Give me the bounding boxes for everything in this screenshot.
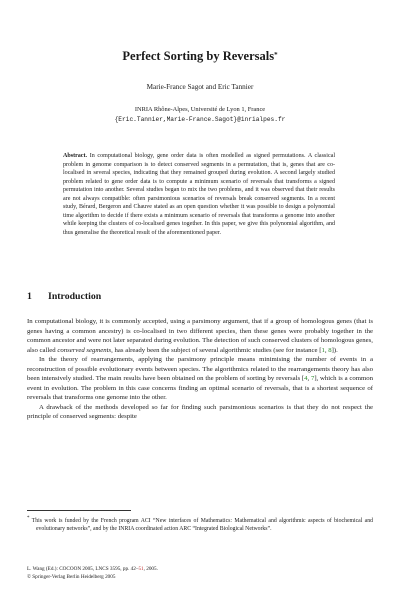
text-run: In the theory of rearrangements, applying the parsimony principle means minimising the number of events in a reconstruction of possible evolutionary events between species. The algorithmics related to the rearrangements theory has also been intensively studied. The main results have been obtained on the problem of sorting by reversals [ (27, 356, 373, 383)
text-run: , (324, 346, 329, 354)
title-footnote-mark[interactable]: * (274, 51, 278, 59)
footnote-text (27, 515, 373, 533)
text-run: L. Wang (Ed.): COCOON 2005, LNCS 3595, pp. 42– (27, 566, 139, 572)
abstract-text: In computational biology, gene order data is often modelled as signed permutations. A classical problem in genome comparison is to detect conserved segments in a permutation, that is, genes that are co-localised in several species, indicating that they remained grouped during evolution. A second largely studied problem related to gene order data is to compute a minimum scenario of reversals that transforms a signed permutation into another. Several studies began to mix the two problems, and it was observed that their results are not always compatible: often parsimonious scenarios of reversals break conserved segments. In a recent study, Bérard, Bergeron and Chauve stated as an open question whether it was possible to design a polynomial time algorithm to decide if there exists a minimum scenario of reversals that transforms a genome into another while keeping the clusters of co-localised genes together. In this paper, we give this polynomial algorithm, and thus generalise the theoretical result of the aforementioned paper. (63, 153, 336, 236)
abstract (63, 152, 335, 237)
paper-title-text: Perfect Sorting by Reversals (122, 49, 275, 63)
emails: {Eric.Tannier,Marie-France.Sagot}@inrialpes.fr (114, 115, 286, 123)
text-run: In computational biology, it is commonly accepted, using a parsimony argument, that if a group of homologous genes (that is genes having a common ancestry) is co-localised in two different species, then these genes were probably together in the common ancestor and were not later separated during evolution. The detection of such conserved clusters of homologous genes, also called (27, 318, 373, 354)
intro-paragraph-1 (27, 317, 373, 355)
intro-body (27, 317, 373, 422)
text-run: , (307, 375, 311, 383)
citation-link[interactable]: 1 (321, 346, 325, 354)
institution: INRIA Rhône-Alpes, Université de Lyon 1, France (134, 106, 266, 113)
imprint (27, 566, 158, 581)
text-run: , 2005. (143, 566, 158, 572)
abstract-label: Abstract. (63, 153, 88, 159)
intro-paragraph-3: A drawback of the methods developed so far for finding such parsimonious scenarios is that they do not respect the principle of conserved segments: despite (27, 403, 373, 421)
paper-title (0, 49, 400, 64)
authors: Marie-France Sagot and Eric Tannier (146, 83, 254, 91)
imprint-line-2: © Springer-Verlag Berlin Heidelberg 2005 (27, 573, 116, 580)
citation-link[interactable]: 8 (328, 346, 332, 354)
emphasis: conserved segments (57, 346, 112, 354)
text-run: , has already been the subject of several algorithmic studies (see for instance [ (111, 346, 322, 354)
footnote-body: This work is funded by the French program ACI “New interfaces of Mathematics: Mathematical and algorithmic aspects of biochemical and evolutionary networks”, and by the INRIA coordinated action ARC “Integrated Biological Networks”. (31, 517, 373, 532)
imprint-line-1 (27, 566, 158, 574)
affiliation (0, 105, 400, 124)
section-number: 1 (27, 291, 32, 302)
citation-link[interactable]: 7 (310, 375, 315, 383)
footnote-mark: * (27, 516, 30, 521)
text-run: ]). (331, 346, 338, 354)
page-link[interactable]: 51 (138, 566, 144, 572)
section-title: Introduction (48, 291, 102, 302)
citation-link[interactable]: 4 (304, 375, 308, 383)
footnote-rule (27, 510, 131, 511)
text-run: ], which is a common event in evolution. The problem in this case concerns finding an optimal scenario of reversals, that is a shortest sequence of reversals that transforms one genome into the other. (27, 375, 373, 402)
intro-paragraph-2 (27, 355, 373, 403)
section-heading (27, 291, 101, 303)
footnote (27, 515, 373, 533)
